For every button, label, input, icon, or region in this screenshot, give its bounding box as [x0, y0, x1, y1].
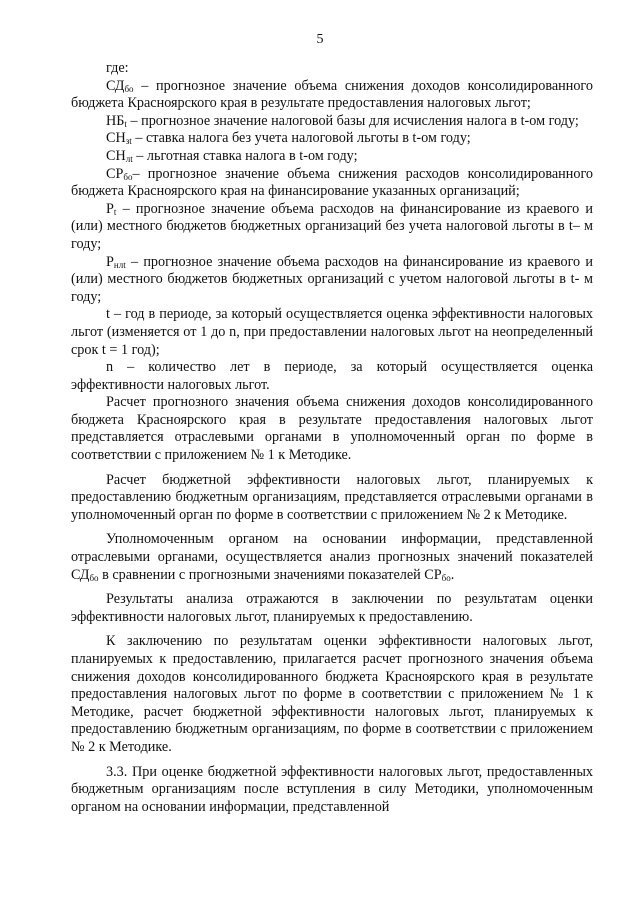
definition-pl: [71, 254, 593, 307]
definition-n: n – количество лет в периоде, за который осуществляется оценка эффективности налоговых льгот.: [71, 359, 593, 393]
symbol-nb-subscript: t: [124, 118, 127, 129]
definition-sr-text: – прогнозное значение объема снижения расходов консолидированного бюджета Красноярского края на финансирование указанных организаций;: [71, 165, 593, 200]
paragraph-attachments: К заключению по результатам оценки эффективности налоговых льгот, планируемых к предоставлению, прилагается расчет прогнозного значения объема снижения доходов консолидированного бюджета Красноярского края в результате предоставления налоговых льгот по форме в соответствии с приложением № 1 к Методике, расчет бюджетной эффективности налоговых льгот, планируемых к предоставлению бюджетным организациям, по форме в соответствии с приложением № 2 к Методике.: [71, 633, 593, 755]
paragraph-section-3-3: 3.3. При оценке бюджетной эффективности налоговых льгот, предоставленных бюджетным организациям после вступления в силу Методики, уполномоченным органом на основании информации, представленной: [71, 763, 593, 815]
definition-snl-text: – льготная ставка налога в t-ом году;: [132, 147, 358, 164]
symbol-p: Р: [106, 200, 114, 217]
paragraph-analysis: [71, 531, 593, 584]
where-label: где:: [106, 60, 129, 76]
symbol-sr: СР: [106, 165, 124, 182]
paragraph-analysis-subscript-2: бо: [441, 572, 451, 583]
symbol-pl: Р: [106, 253, 114, 270]
paragraph-analysis-subscript-1: бо: [89, 572, 99, 583]
definition-p: [71, 201, 593, 254]
paragraph-analysis-text-a: Уполномоченным органом на основании информации, представленной отраслевыми органами, осуществляется анализ прогнозных значений показателей СД: [71, 531, 593, 583]
symbol-pl-subscript: нлt: [113, 259, 126, 270]
paragraph-budget-efficiency: Расчет бюджетной эффективности налоговых льгот, планируемых к предоставлению бюджетным организациям, представляется отраслевыми органами в уполномоченный орган по форме в соответствии с приложением № 2 к Методике.: [71, 471, 593, 523]
definition-sr: [71, 166, 593, 201]
definition-snl: [71, 148, 593, 166]
definition-pl-text: – прогнозное значение объема расходов на финансирование из краевого и (или) местного бюджетов бюджетных организаций с учетом налоговой льготы в t- м году;: [71, 253, 593, 305]
definition-p-text: – прогнозное значение объема расходов на финансирование из краевого и (или) местного бюджетов бюджетных организаций без учета налоговой льготы в t– м году;: [71, 200, 593, 252]
symbol-sd-subscript: бо: [124, 83, 134, 94]
symbol-p-subscript: t: [113, 206, 117, 217]
definition-sd-text: – прогнозное значение объема снижения доходов консолидированного бюджета Красноярского края в результате предоставления налоговых льгот;: [71, 77, 593, 112]
symbol-nb: НБ: [106, 112, 125, 129]
symbol-sd: СД: [106, 77, 125, 94]
paragraph-analysis-text-b: в сравнении с прогнозными значениями показателей СР: [98, 566, 442, 583]
definition-t: t – год в периоде, за который осуществляется оценка эффективности налоговых льгот (изменяется от 1 до n, при предоставлении налоговых льгот на неопределенный срок t = 1 год);: [71, 306, 593, 358]
symbol-sr-subscript: бо: [123, 171, 133, 182]
symbol-sn-subscript: зt: [125, 136, 132, 147]
paragraph-forecast-income: Расчет прогнозного значения объема снижения доходов консолидированного бюджета Красноярского края в результате предоставления налоговых льгот представляется отраслевыми органами в уполномоченный орган по форме в соответствии с приложением № 1 к Методике.: [71, 394, 593, 464]
document-body: [71, 60, 593, 816]
definition-nb-text: – прогнозное значение налоговой базы для исчисления налога в t-ом году;: [126, 112, 579, 129]
definition-sd: [71, 78, 593, 113]
page-number: 5: [316, 32, 324, 47]
paragraph-analysis-text-c: .: [450, 566, 455, 583]
definition-sn-text: – ставка налога без учета налоговой льготы в t-ом году;: [131, 130, 471, 147]
definition-nb: [71, 113, 593, 131]
symbol-snl: СН: [106, 147, 126, 164]
paragraph-results: Результаты анализа отражаются в заключении по результатам оценки эффективности налоговых льгот, планируемых к предоставлению.: [71, 591, 593, 625]
symbol-sn: СН: [106, 130, 126, 147]
definition-sn: [71, 130, 593, 148]
symbol-snl-subscript: лt: [125, 153, 133, 164]
